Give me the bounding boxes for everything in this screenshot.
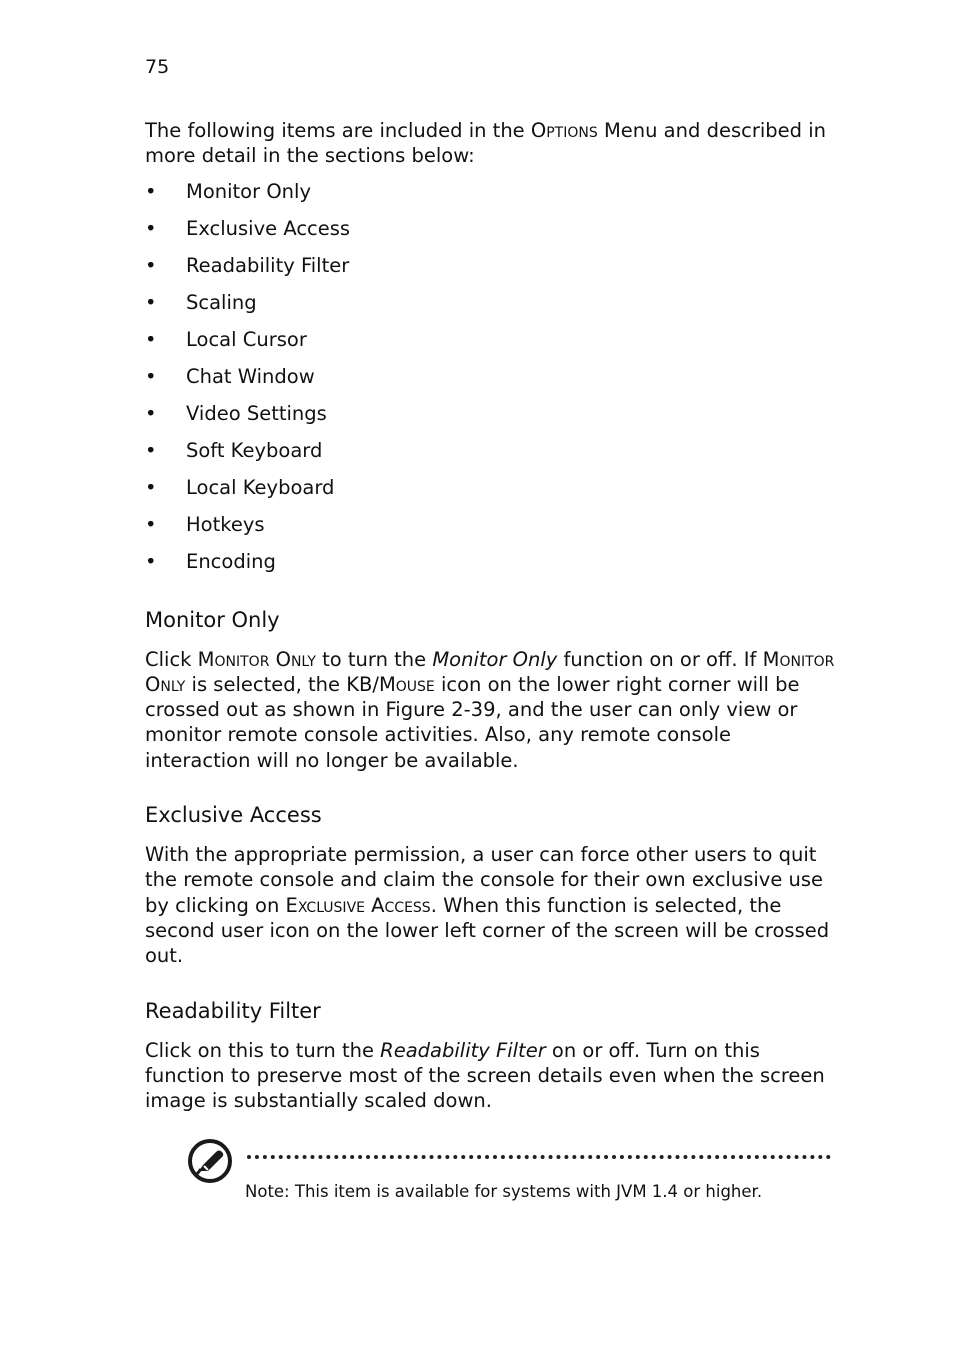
list-item-label: Readability Filter	[186, 253, 350, 277]
bullet: •	[145, 549, 157, 573]
list-item	[145, 512, 835, 549]
text-run: to turn the	[315, 647, 433, 671]
options-menu-name: Options	[530, 119, 598, 142]
page-number: 75	[145, 56, 170, 78]
list-item-label: Monitor Only	[186, 179, 311, 203]
intro-text-end: Menu and described in more detail in the sections below:	[145, 119, 826, 168]
intro-paragraph	[145, 118, 835, 169]
bullet: •	[145, 216, 157, 240]
menu-item-ref: Exclusive Access	[285, 893, 431, 917]
list-item-label: Video Settings	[186, 401, 327, 425]
bullet: •	[145, 364, 157, 388]
menu-item-ref: Mouse	[378, 672, 435, 696]
note-box	[187, 1138, 837, 1208]
list-item	[145, 438, 835, 475]
bullet: •	[145, 475, 157, 499]
list-item-label: Scaling	[186, 290, 257, 314]
section-title-exclusive-access: Exclusive Access	[145, 803, 322, 828]
list-item	[145, 253, 835, 290]
page-content	[145, 118, 835, 1113]
text-run: With the appropriate permission, a user can force other users to quit the remote console and claim the console for their own exclusive use by clicking on	[145, 843, 824, 917]
text-run: is selected, the KB/	[185, 672, 379, 696]
list-item	[145, 327, 835, 364]
list-item	[145, 549, 835, 586]
list-item	[145, 179, 835, 216]
list-item-label: Exclusive Access	[186, 216, 351, 240]
bullet: •	[145, 438, 157, 462]
text-run: . When this function is selected, the second user icon on the lower left corner of the screen will be crossed out.	[145, 893, 830, 968]
list-item	[145, 475, 835, 512]
text-run: Click on this to turn the	[145, 1038, 381, 1062]
list-item-label: Encoding	[186, 549, 276, 573]
bullet: •	[145, 253, 157, 277]
section-title-readability-filter: Readability Filter	[145, 998, 321, 1023]
monitor-only-paragraph	[145, 647, 835, 773]
note-label: Note:	[245, 1182, 290, 1201]
list-item	[145, 290, 835, 327]
list-item	[145, 216, 835, 253]
list-item	[145, 364, 835, 401]
note-pen-icon	[187, 1138, 233, 1184]
text-run: icon on the lower right corner will be crossed out as shown in Figure 2-39, and the user can only view or monitor remote console activities. Also, any remote console interaction will no longer be available.	[145, 672, 800, 772]
bullet: •	[145, 179, 157, 203]
text-run: Click	[145, 647, 198, 671]
bullet: •	[145, 512, 157, 536]
readability-filter-paragraph	[145, 1038, 835, 1114]
options-items-list	[145, 179, 835, 586]
menu-item-ref: Monitor Only	[197, 647, 316, 671]
list-item-label: Soft Keyboard	[186, 438, 323, 462]
text-run: on or off. Turn on this function to preserve most of the screen details even when the screen image is substantially scaled down.	[145, 1038, 825, 1113]
menu-item-ref: Monitor Only	[145, 647, 835, 696]
function-name: Readability Filter	[380, 1038, 546, 1062]
bullet: •	[145, 401, 157, 425]
section-title-monitor-only: Monitor Only	[145, 607, 280, 632]
intro-text: The following items are included in the	[145, 119, 531, 142]
text-run: function on or off. If	[557, 647, 763, 671]
note-text	[245, 1181, 762, 1203]
list-item-label: Hotkeys	[186, 512, 265, 536]
list-item-label: Local Cursor	[186, 327, 307, 351]
list-item	[145, 401, 835, 438]
list-item-label: Local Keyboard	[186, 475, 335, 499]
note-body: This item is available for systems with JVM 1.4 or higher.	[289, 1182, 763, 1201]
function-name: Monitor Only	[432, 647, 558, 671]
bullet: •	[145, 327, 157, 351]
exclusive-access-paragraph	[145, 842, 835, 968]
note-dotted-rule	[247, 1155, 831, 1159]
list-item-label: Chat Window	[186, 364, 315, 388]
bullet: •	[145, 290, 157, 314]
